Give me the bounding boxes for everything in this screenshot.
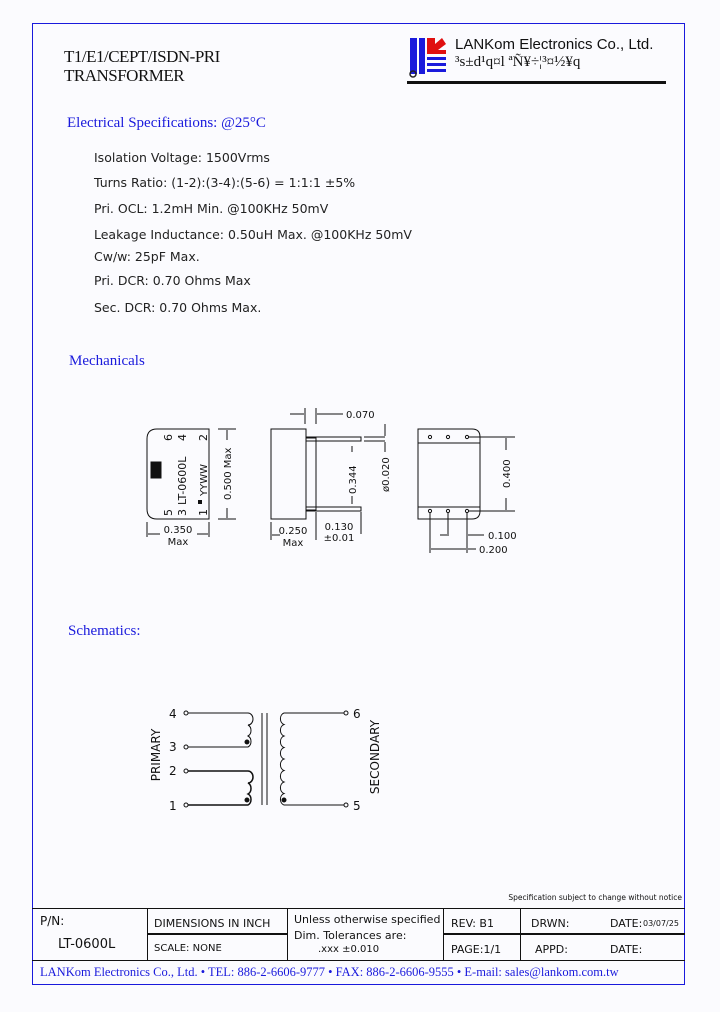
schematics-heading: Schematics:: [68, 623, 141, 639]
spec-item: Pri. OCL: 1.2mH Min. @100KHz 50mV: [94, 201, 329, 216]
title-block: [32, 908, 685, 986]
date-code: YYWW: [199, 464, 210, 496]
spec-item: Isolation Voltage: 1500Vrms: [94, 150, 270, 165]
revision: REV: B1: [451, 917, 494, 930]
polarity-dot: [245, 740, 249, 744]
scale: SCALE: NONE: [154, 943, 222, 954]
dim-width: 0.350: [163, 525, 193, 536]
dim-row-spacing: 0.400: [502, 459, 513, 488]
dim-body: 0.250: [278, 526, 308, 537]
pin-6-label: 6: [353, 707, 361, 721]
pin-3-label: 3: [169, 740, 177, 754]
top-view: [147, 429, 236, 548]
dim-pin-offset: 0.070: [346, 410, 375, 421]
tolerance-line2: Dim. Tolerances are:: [294, 929, 407, 942]
pin-label: 3: [176, 509, 189, 516]
logo-mark-icon: [151, 462, 161, 478]
company-logo: [408, 36, 448, 80]
doc-title-line2: TRANSFORMER: [64, 66, 185, 85]
change-notice: Specification subject to change without notice: [508, 893, 682, 902]
pin-5-label: 5: [353, 799, 361, 813]
dim-span: 0.200: [479, 545, 508, 556]
header-rule: [407, 81, 666, 84]
dim-width-note: Max: [167, 537, 189, 548]
spec-item: Turns Ratio: (1-2):(3-4):(5-6) = 1:1:1 ±5%: [94, 175, 356, 190]
date-label: DATE:: [610, 917, 643, 930]
primary-label: PRIMARY: [149, 728, 163, 782]
tolerance-line1: Unless otherwise specified: [294, 913, 441, 926]
dim-pin-diameter: ø0.020: [381, 457, 392, 492]
approved-date-label: DATE:: [610, 943, 643, 956]
schematic-diagram: [140, 695, 390, 815]
date-value: 03/07/25: [643, 919, 679, 928]
pin-label: 2: [197, 434, 210, 441]
secondary-label: SECONDARY: [368, 719, 382, 795]
contact-line: LANKom Electronics Co., Ltd. • TEL: 886-2-6606-9777 • FAX: 886-2-6606-9555 • E-mail: sales@lankom.com.tw: [40, 965, 619, 979]
spec-item: Pri. DCR: 0.70 Ohms Max: [94, 273, 251, 288]
page-number: PAGE:1/1: [451, 943, 502, 956]
mechanicals-heading: Mechanicals: [69, 353, 145, 369]
spec-item: Sec. DCR: 0.70 Ohms Max.: [94, 300, 262, 315]
dim-body-note: Max: [282, 538, 304, 549]
pn-label: P/N:: [40, 914, 65, 928]
pn-value: LT-0600L: [58, 937, 116, 952]
pin-2-label: 2: [169, 764, 177, 778]
polarity-dot: [245, 798, 249, 802]
company-name-local: ³s±d¹q¤l ªÑ¥÷¦³¤½¥q: [455, 54, 581, 70]
part-marking: LT-0600L: [176, 456, 189, 505]
pin-label: 5: [162, 509, 175, 516]
dimensions-unit: DIMENSIONS IN INCH: [154, 917, 271, 930]
dim-pin-length-tol: ±0.01: [323, 533, 355, 544]
pin-4-label: 4: [169, 707, 177, 721]
side-view: [271, 408, 392, 549]
dim-pin-span: 0.344: [348, 465, 359, 494]
mechanical-drawing: [0, 400, 720, 560]
dim-pin-length: 0.130: [324, 522, 354, 533]
company-name: LANKom Electronics Co., Ltd.: [455, 36, 654, 53]
pin-label: 1: [197, 509, 210, 516]
drawn-by-label: DRWN:: [531, 917, 570, 930]
spec-item: Leakage Inductance: 0.50uH Max. @100KHz 50mV: [94, 227, 412, 242]
electrical-heading: Electrical Specifications: @25°C: [67, 115, 266, 131]
bottom-view: [418, 429, 517, 556]
pin-label: 6: [162, 434, 175, 441]
dim-height: 0.500 Max: [223, 447, 234, 500]
tolerance-line3: .xxx ±0.010: [318, 944, 380, 955]
pin-1-label: 1: [169, 799, 177, 813]
pin-label: 4: [176, 434, 189, 441]
doc-title-line1: T1/E1/CEPT/ISDN-PRI: [64, 47, 220, 66]
dim-pitch: 0.100: [488, 531, 517, 542]
polarity-dot: [282, 798, 286, 802]
approved-by-label: APPD:: [535, 943, 568, 956]
spec-item: Cw/w: 25pF Max.: [94, 249, 200, 264]
